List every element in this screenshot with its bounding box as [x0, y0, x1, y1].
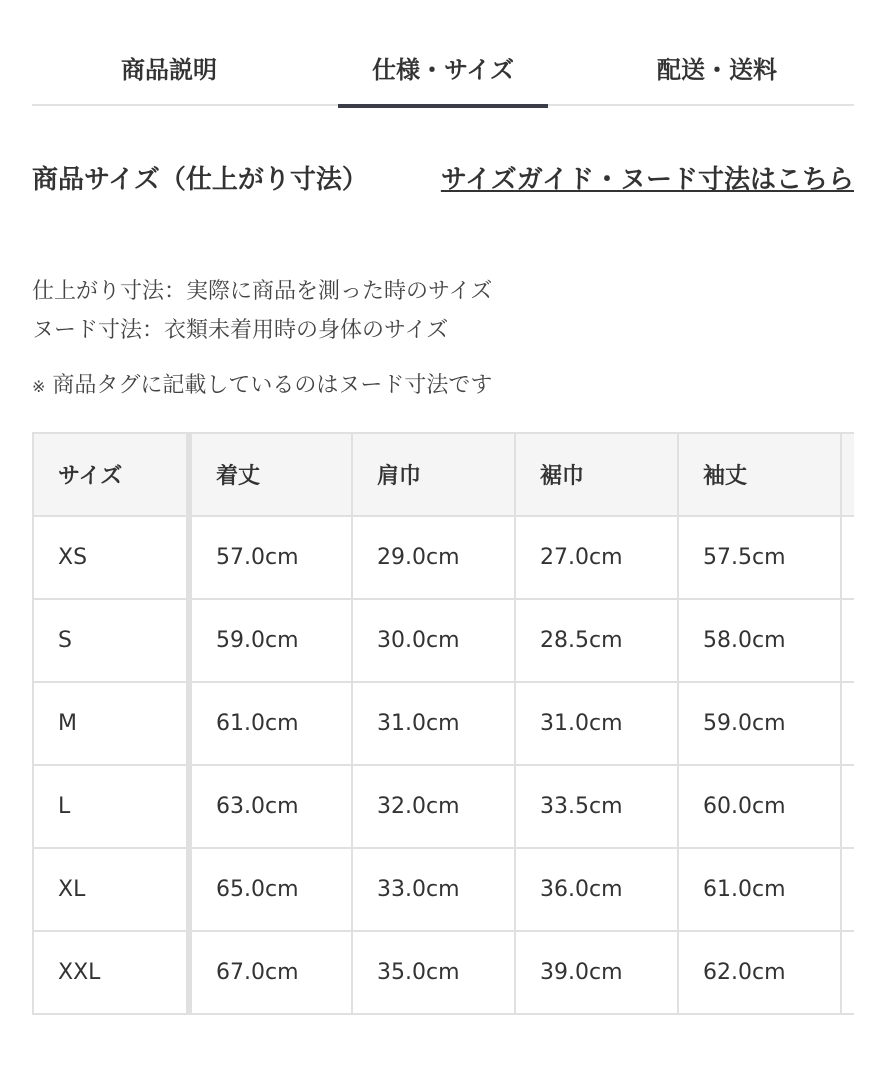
table-header-row	[33, 433, 854, 516]
cell-length: 63.0cm	[189, 765, 352, 848]
cell-sleeve: 62.0cm	[678, 931, 841, 1014]
header-extra	[841, 433, 854, 516]
header-sleeve: 袖丈	[678, 433, 841, 516]
finished-size-description: 仕上がり寸法：実際に商品を測った時のサイズ	[32, 279, 493, 304]
note-mark: ※	[32, 377, 46, 396]
cell-length: 57.0cm	[189, 516, 352, 599]
tag-note	[32, 366, 492, 406]
cell-extra	[841, 931, 854, 1014]
section-title: 商品サイズ（仕上がり寸法）	[32, 165, 368, 195]
cell-shoulder: 35.0cm	[352, 931, 515, 1014]
cell-length: 67.0cm	[189, 931, 352, 1014]
cell-extra	[841, 848, 854, 931]
size-table	[32, 432, 854, 1015]
cell-hem: 28.5cm	[515, 599, 678, 682]
tab-product-description[interactable]: 商品説明	[121, 56, 217, 84]
cell-sleeve: 61.0cm	[678, 848, 841, 931]
cell-size: M	[33, 682, 189, 765]
cell-shoulder: 32.0cm	[352, 765, 515, 848]
cell-extra	[841, 599, 854, 682]
size-table-scroll[interactable]	[32, 432, 854, 1041]
cell-shoulder: 30.0cm	[352, 599, 515, 682]
cell-extra	[841, 516, 854, 599]
cell-sleeve: 59.0cm	[678, 682, 841, 765]
cell-extra	[841, 682, 854, 765]
cell-hem: 36.0cm	[515, 848, 678, 931]
cell-hem: 33.5cm	[515, 765, 678, 848]
table-row	[33, 516, 854, 599]
header-length: 着丈	[189, 433, 352, 516]
cell-hem: 31.0cm	[515, 682, 678, 765]
table-row	[33, 682, 854, 765]
cell-hem: 39.0cm	[515, 931, 678, 1014]
section-header	[32, 158, 854, 248]
cell-length: 65.0cm	[189, 848, 352, 931]
cell-sleeve: 57.5cm	[678, 516, 841, 599]
cell-shoulder: 33.0cm	[352, 848, 515, 931]
cell-length: 61.0cm	[189, 682, 352, 765]
tab-shipping[interactable]: 配送・送料	[657, 56, 777, 84]
cell-length: 59.0cm	[189, 599, 352, 682]
size-description	[32, 272, 492, 350]
cell-size: XXL	[33, 931, 189, 1014]
cell-size: S	[33, 599, 189, 682]
cell-size: L	[33, 765, 189, 848]
cell-size: XS	[33, 516, 189, 599]
header-shoulder: 肩巾	[352, 433, 515, 516]
cell-size: XL	[33, 848, 189, 931]
table-row	[33, 599, 854, 682]
cell-hem: 27.0cm	[515, 516, 678, 599]
nude-size-description: ヌード寸法：衣類未着用時の身体のサイズ	[32, 318, 449, 343]
header-hem: 裾巾	[515, 433, 678, 516]
tab-specs-size[interactable]: 仕様・サイズ	[306, 40, 580, 104]
tab-bar	[32, 40, 854, 106]
cell-sleeve: 60.0cm	[678, 765, 841, 848]
table-row	[33, 848, 854, 931]
header-size: サイズ	[33, 433, 189, 516]
table-row	[33, 765, 854, 848]
cell-sleeve: 58.0cm	[678, 599, 841, 682]
cell-shoulder: 31.0cm	[352, 682, 515, 765]
cell-shoulder: 29.0cm	[352, 516, 515, 599]
cell-extra	[841, 765, 854, 848]
note-text: 商品タグに記載しているのはヌード寸法です	[45, 373, 493, 398]
table-row	[33, 931, 854, 1014]
size-guide-link[interactable]: サイズガイド・ヌード寸法はこちら	[440, 165, 854, 195]
